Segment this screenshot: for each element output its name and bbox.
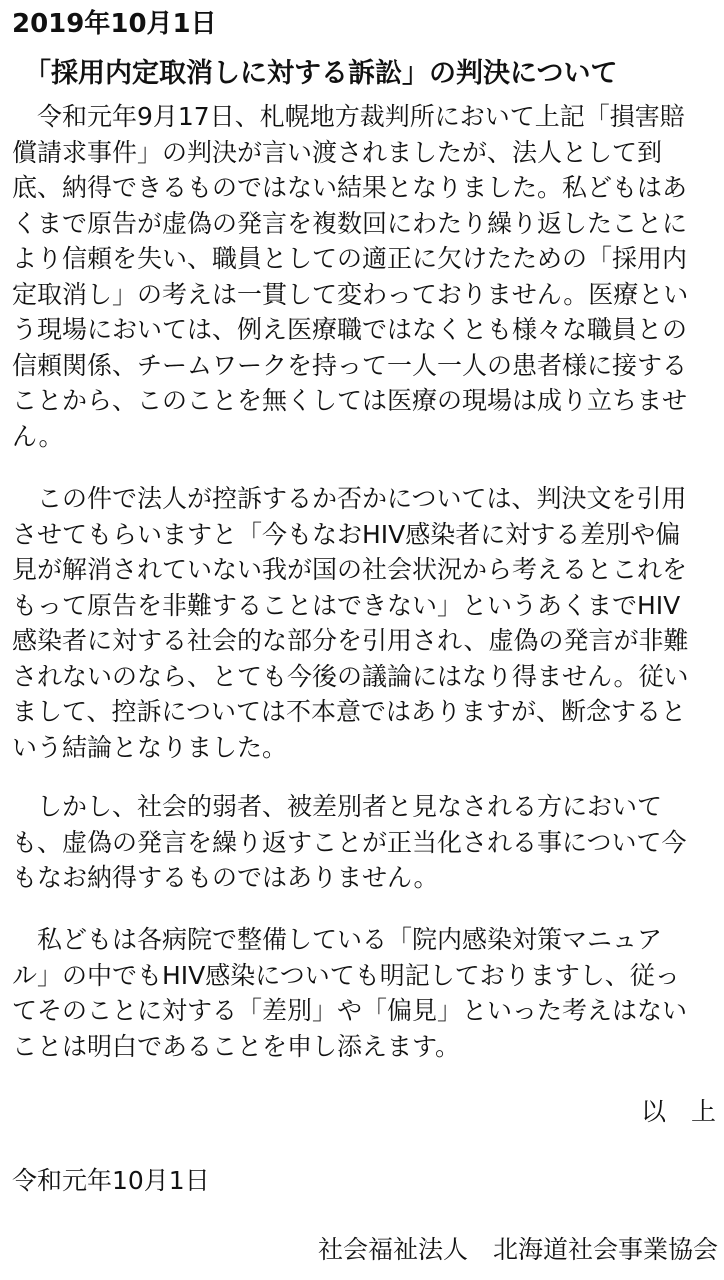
text-line: されないのなら、とても今後の議論にはなり得ません。従い [12, 661, 689, 691]
text-line: 定取消し」の考えは一貫して変わっておりません。医療とい [12, 279, 689, 309]
document-title: 「採用内定取消しに対する訴訟」の判決について [24, 58, 618, 89]
text-line: ん。 [12, 421, 64, 451]
text-line: ことから、このことを無くしては医療の現場は成り立ちませ [12, 386, 688, 415]
paragraph-judgment-response [12, 99, 712, 454]
text-line: まして、控訴については不本意ではありますが、断念すると [12, 697, 687, 726]
text-line: 見が解消されていない我が国の社会状況から考えるとこれを [12, 555, 688, 584]
paragraph-appeal-decision [12, 481, 712, 765]
text-line: 信頼関係、チームワークを持って一人一人の患者様に接する [12, 350, 688, 380]
text-line: 令和元年9月17日、札幌地方裁判所において上記「損害賠 [12, 102, 685, 131]
signature-date: 令和元年10月1日 [12, 1166, 210, 1195]
text-line: も、虚偽の発言を繰り返すことが正当化される事について今 [12, 827, 687, 857]
text-line: 感染者に対する社会的な部分を引用され、虚偽の発言が非難 [12, 626, 689, 655]
paragraph-infection-manual [12, 922, 712, 1064]
text-line: 底、納得できるものではない結果となりました。私どもはあ [12, 173, 688, 202]
text-line: ル」の中でもHIV感染についても明記しておりますし、従っ [12, 960, 680, 990]
text-line: ことは明白であることを申し添えます。 [12, 1031, 461, 1061]
text-line: させてもらいますと「今もなおHIV感染者に対する差別や偏 [12, 519, 681, 549]
release-date: 2019年10月1日 [12, 9, 217, 39]
text-line: う現場においては、例え医療職ではなくとも様々な職員との [12, 315, 688, 344]
text-line: もって原告を非難することはできない」というあくまでHIV [12, 590, 681, 620]
text-line: しかし、社会的弱者、被差別者と見なされる方において [12, 792, 663, 821]
text-line: この件で法人が控訴するか否かについては、判決文を引用 [12, 484, 687, 513]
text-line: もなお納得するものではありません。 [12, 863, 439, 892]
organization-name: 社会福祉法人 北海道社会事業協会 [317, 1235, 718, 1264]
text-line: くまで原告が虚偽の発言を複数回にわたり繰り返したことに [12, 208, 688, 238]
paragraph-objection [12, 789, 712, 896]
text-line: てそのことに対する「差別」や「偏見」といった考えはない [12, 996, 688, 1025]
text-line: より信頼を失い、職員としての適正に欠けたための「採用内 [12, 244, 688, 273]
text-line: 償請求事件」の判決が言い渡されましたが、法人として到 [12, 137, 663, 167]
closing-mark: 以 上 [640, 1097, 716, 1126]
text-line: 私どもは各病院で整備している「院内感染対策マニュア [12, 925, 663, 954]
text-line: いう結論となりました。 [12, 732, 288, 762]
